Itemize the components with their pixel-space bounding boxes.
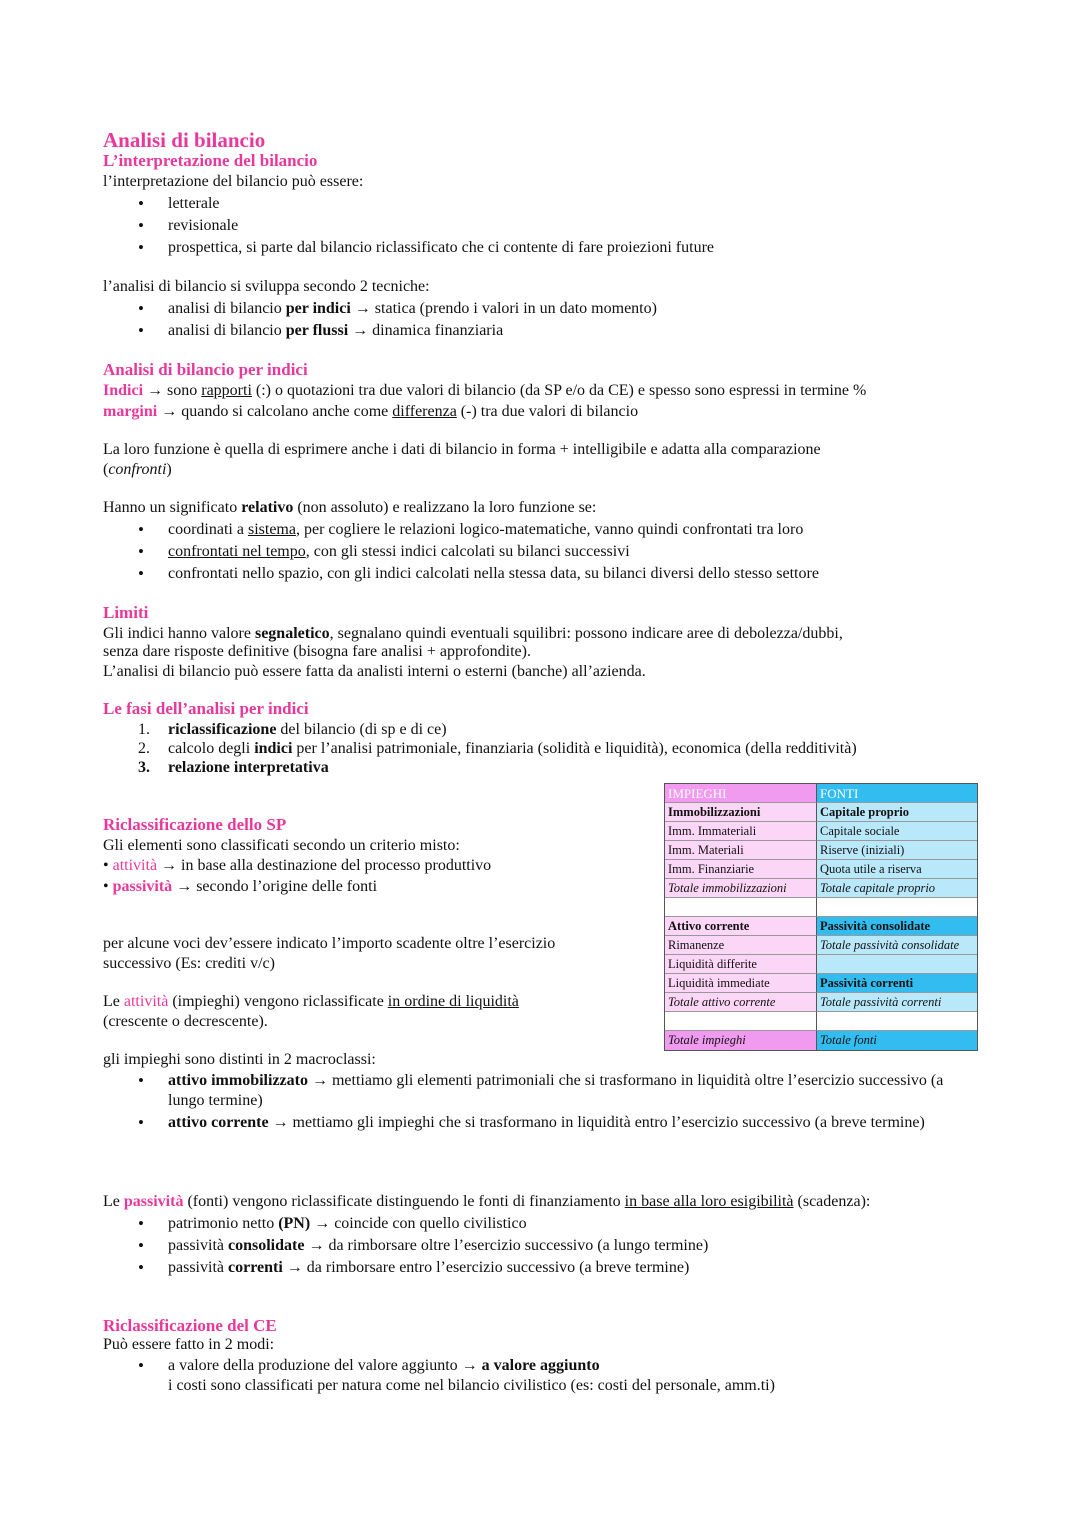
- list-item: 3. relazione interpretativa: [138, 759, 329, 776]
- table-cell: Passività correnti: [817, 974, 977, 993]
- table-row: [665, 860, 977, 879]
- section-heading-riclassificazione-ce: Riclassificazione del CE: [103, 1316, 277, 1335]
- list-item: • attivo immobilizzato → mettiamo gli elementi patrimoniali che si trasformano in liquidità oltre l’esercizio successivo (a lungo termine): [138, 1071, 958, 1111]
- s6-list-fonti: [138, 1213, 708, 1279]
- s6-p4: Le passività (fonti) vengono riclassificate distinguendo le fonti di finanziamento in base alla loro esigibilità (scadenza):: [103, 1193, 871, 1210]
- s6-passivita: • passività → secondo l’origine delle fonti: [103, 878, 378, 895]
- list-item: • confrontati nello spazio, con gli indici calcolati nella stessa data, su bilanci diversi dello stesso settore: [138, 563, 819, 585]
- table-header-fonti: FONTI: [817, 784, 977, 803]
- table-row: [665, 879, 977, 898]
- table-header-row: [665, 784, 977, 803]
- s4-l2: senza dare risposte definitive (bisogna fare analisi + approfondite).: [103, 643, 531, 660]
- s6-p3: gli impieghi sono distinti in 2 macroclassi:: [103, 1051, 376, 1068]
- list-item: 2. calcolo degli indici per l’analisi patrimoniale, finanziaria (solidità e liquidità), economica (della redditività): [138, 740, 857, 757]
- list-item: 1. riclassificazione del bilancio (di sp e di ce): [138, 721, 447, 738]
- table-row: [665, 841, 977, 860]
- s3-p2: Hanno un significato relativo (non assoluto) e realizzano la loro funzione se:: [103, 499, 597, 516]
- list-item: • passività correnti → da rimborsare entro l’esercizio successivo (a breve termine): [138, 1257, 708, 1279]
- s1-list: [138, 193, 714, 259]
- list-item: • analisi di bilancio per flussi → dinamica finanziaria: [138, 320, 657, 342]
- section-heading-limiti: Limiti: [103, 603, 149, 622]
- s2-intro: l’analisi di bilancio si sviluppa secondo 2 tecniche:: [103, 278, 430, 295]
- table-row: [665, 974, 977, 993]
- table-cell: Totale passività correnti: [817, 993, 977, 1012]
- s6-p2: Le attività (impieghi) vengono riclassificate in ordine di liquidità: [103, 993, 519, 1010]
- table-cell: Quota utile a riserva: [817, 860, 977, 879]
- table-row: [665, 898, 977, 917]
- table-cell: Liquidità immediate: [665, 974, 817, 993]
- s6-p1: per alcune voci dev’essere indicato l’importo scadente oltre l’esercizio: [103, 935, 556, 952]
- table-row: [665, 936, 977, 955]
- section-heading-interpretazione: L’interpretazione del bilancio: [103, 151, 318, 170]
- table-cell: [817, 898, 977, 917]
- list-item: • passività consolidate → da rimborsare oltre l’esercizio successivo (a lungo termine): [138, 1235, 708, 1257]
- s3-p1: La loro funzione è quella di esprimere anche i dati di bilancio in forma + intelligibile e adatta alla comparazione: [103, 441, 821, 458]
- s6-list-impieghi: [138, 1071, 958, 1133]
- s3-indici-def: Indici → sono rapporti (:) o quotazioni tra due valori di bilancio (da SP e/o da CE) e spesso sono espressi in termine %: [103, 382, 867, 399]
- table-cell: Liquidità differite: [665, 955, 817, 974]
- s1-intro: l’interpretazione del bilancio può essere:: [103, 173, 364, 190]
- table-row: [665, 955, 977, 974]
- list-item: • a valore della produzione del valore aggiunto → a valore aggiunto i costi sono classificati per natura come nel bilancio civilistico (es: costi del personale, amm.ti): [138, 1356, 775, 1396]
- table-row: [665, 993, 977, 1012]
- table-cell: Capitale sociale: [817, 822, 977, 841]
- table-cell: Totale fonti: [817, 1031, 977, 1050]
- list-item: • confrontati nel tempo, con gli stessi indici calcolati su bilanci successivi: [138, 541, 819, 563]
- list-item: • patrimonio netto (PN) → coincide con quello civilistico: [138, 1213, 708, 1235]
- list-item: • letterale: [138, 193, 714, 215]
- table-cell: Attivo corrente: [665, 917, 817, 936]
- list-item: • revisionale: [138, 215, 714, 237]
- page-title: Analisi di bilancio: [103, 128, 266, 152]
- table-cell: Totale impieghi: [665, 1031, 817, 1050]
- s5-list: [138, 720, 857, 777]
- s3-list: [138, 519, 819, 585]
- table-row: [665, 822, 977, 841]
- section-heading-fasi: Le fasi dell’analisi per indici: [103, 699, 309, 718]
- table-cell: Totale passività consolidate: [817, 936, 977, 955]
- table-row: [665, 1012, 977, 1031]
- table-row: [665, 1031, 977, 1050]
- table-cell: [665, 1012, 817, 1031]
- table-cell: Imm. Immateriali: [665, 822, 817, 841]
- table-cell: [817, 1012, 977, 1031]
- list-item: • coordinati a sistema, per cogliere le relazioni logico-matematiche, vanno quindi confrontati tra loro: [138, 519, 819, 541]
- list-item: • attivo corrente → mettiamo gli impieghi che si trasformano in liquidità entro l’esercizio successivo (a breve termine): [138, 1113, 958, 1133]
- s6-p1b: successivo (Es: crediti v/c): [103, 955, 275, 972]
- table-cell: Immobilizzazioni: [665, 803, 817, 822]
- s3-p1b: (confronti): [103, 461, 172, 478]
- s6-l1: Gli elementi sono classificati secondo un criterio misto:: [103, 837, 460, 854]
- section-heading-indici: Analisi di bilancio per indici: [103, 360, 308, 379]
- s3-margini-def: margini → quando si calcolano anche come differenza (-) tra due valori di bilancio: [103, 403, 639, 420]
- table-cell: [665, 898, 817, 917]
- s4-l1: Gli indici hanno valore segnaletico, segnalano quindi eventuali squilibri: possono indicare aree di debolezza/dubbi,: [103, 625, 843, 642]
- table-cell: Imm. Finanziarie: [665, 860, 817, 879]
- list-item: • prospettica, si parte dal bilancio riclassificato che ci contente di fare proiezioni future: [138, 237, 714, 259]
- s6-attivita: • attività → in base alla destinazione del processo produttivo: [103, 857, 492, 874]
- s7-l1: Può essere fatto in 2 modi:: [103, 1336, 275, 1353]
- s7-list: [138, 1356, 775, 1396]
- table-cell: Totale attivo corrente: [665, 993, 817, 1012]
- s2-list: [138, 298, 657, 342]
- table-row: [665, 917, 977, 936]
- table-cell: [817, 955, 977, 974]
- table-cell: Rimanenze: [665, 936, 817, 955]
- table-header-impieghi: IMPIEGHI: [665, 784, 817, 803]
- section-heading-riclassificazione-sp: Riclassificazione dello SP: [103, 815, 287, 834]
- table-cell: Capitale proprio: [817, 803, 977, 822]
- table-cell: Riserve (iniziali): [817, 841, 977, 860]
- s4-l3: L’analisi di bilancio può essere fatta da analisti interni o esterni (banche) all’azienda.: [103, 663, 646, 680]
- table-cell: Passività consolidate: [817, 917, 977, 936]
- table-cell: Totale capitale proprio: [817, 879, 977, 898]
- list-item: • analisi di bilancio per indici → statica (prendo i valori in un dato momento): [138, 298, 657, 320]
- table-row: [665, 803, 977, 822]
- sp-table: [664, 783, 978, 1051]
- s6-p2b: (crescente o decrescente).: [103, 1013, 268, 1030]
- table-cell: Imm. Materiali: [665, 841, 817, 860]
- table-cell: Totale immobilizzazioni: [665, 879, 817, 898]
